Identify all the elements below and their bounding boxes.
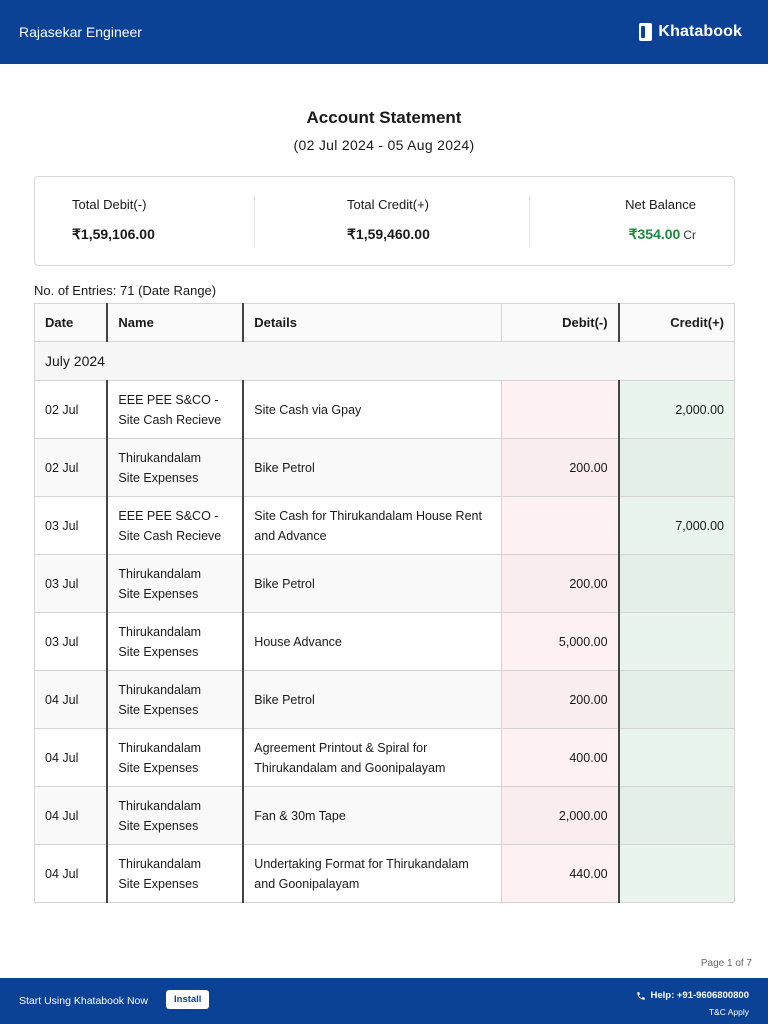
cell-name — [107, 845, 243, 903]
cell-credit: 7,000.00 — [619, 497, 735, 555]
table-row — [35, 497, 735, 555]
col-header-date: Date — [35, 304, 108, 342]
col-header-debit: Debit(-) — [502, 304, 619, 342]
cell-date: 03 Jul — [35, 613, 108, 671]
total-debit-value: ₹1,59,106.00 — [72, 226, 155, 242]
cell-date: 03 Jul — [35, 497, 108, 555]
cell-debit — [502, 497, 619, 555]
cell-date: 04 Jul — [35, 729, 108, 787]
phone-icon — [636, 991, 646, 1001]
total-debit — [72, 197, 155, 243]
install-button[interactable]: Install — [166, 990, 209, 1009]
total-credit-label: Total Credit(+) — [347, 197, 429, 212]
table-row — [35, 845, 735, 903]
cell-name-line2: Site Cash Recieve — [118, 412, 222, 427]
table-row — [35, 787, 735, 845]
cell-details: Undertaking Format for Thirukandalam and Goonipalayam — [243, 845, 501, 903]
cell-details: Bike Petrol — [243, 439, 501, 497]
cell-name-line2: Site Expenses — [118, 876, 199, 891]
cell-details: Site Cash for Thirukandalam House Rent and Advance — [243, 497, 501, 555]
brand-name: Khatabook — [658, 23, 742, 40]
top-bar — [0, 0, 768, 64]
cell-debit: 2,000.00 — [502, 787, 619, 845]
table-row — [35, 729, 735, 787]
table-row — [35, 671, 735, 729]
cell-details: Bike Petrol — [243, 555, 501, 613]
cell-debit: 440.00 — [502, 845, 619, 903]
table-row — [35, 439, 735, 497]
cell-credit — [619, 845, 735, 903]
cell-name-line2: Site Expenses — [118, 760, 199, 775]
table-row — [35, 613, 735, 671]
cell-credit — [619, 671, 735, 729]
cell-debit: 200.00 — [502, 555, 619, 613]
khatabook-brand — [639, 23, 742, 41]
help-contact[interactable] — [636, 990, 749, 1001]
cell-name — [107, 729, 243, 787]
cell-debit: 200.00 — [502, 439, 619, 497]
table-row — [35, 555, 735, 613]
cell-credit — [619, 613, 735, 671]
cell-credit — [619, 555, 735, 613]
cell-credit — [619, 439, 735, 497]
cell-name — [107, 497, 243, 555]
cell-name — [107, 671, 243, 729]
help-text: Help: +91-9606800800 — [650, 990, 749, 1001]
entries-count — [34, 283, 216, 298]
total-credit — [347, 197, 430, 243]
net-balance — [625, 197, 696, 243]
cell-details: Fan & 30m Tape — [243, 787, 501, 845]
table-header-row — [35, 304, 735, 342]
cell-credit: 2,000.00 — [619, 381, 735, 439]
cell-name-line1: Thirukandalam — [118, 450, 202, 465]
page-number: Page 1 of 7 — [700, 958, 752, 969]
cell-name-line1: Thirukandalam — [118, 624, 202, 639]
cell-debit: 5,000.00 — [502, 613, 619, 671]
cell-name-line2: Site Expenses — [118, 470, 199, 485]
cell-credit — [619, 729, 735, 787]
cell-name — [107, 555, 243, 613]
col-header-name: Name — [107, 304, 243, 342]
cell-details: House Advance — [243, 613, 501, 671]
cell-name — [107, 787, 243, 845]
cell-name — [107, 381, 243, 439]
cell-details: Bike Petrol — [243, 671, 501, 729]
cell-details: Agreement Printout & Spiral for Thirukandalam and Goonipalayam — [243, 729, 501, 787]
cell-name-line1: Thirukandalam — [118, 740, 202, 755]
entries-value: 71 (Date Range) — [120, 283, 217, 298]
cell-name-line1: EEE PEE S&CO - — [118, 508, 219, 523]
col-header-credit: Credit(+) — [619, 304, 735, 342]
cell-name-line1: Thirukandalam — [118, 566, 202, 581]
net-balance-amount — [625, 226, 696, 243]
cell-name-line1: EEE PEE S&CO - — [118, 392, 219, 407]
net-balance-suffix: Cr — [683, 228, 696, 242]
col-header-details: Details — [243, 304, 501, 342]
cell-name-line1: Thirukandalam — [118, 798, 202, 813]
business-name: Rajasekar Engineer — [19, 24, 142, 40]
cell-date: 02 Jul — [35, 439, 108, 497]
cell-details: Site Cash via Gpay — [243, 381, 501, 439]
ledger-table — [34, 303, 735, 903]
cell-debit — [502, 381, 619, 439]
footer-bar — [0, 978, 768, 1024]
net-balance-label: Net Balance — [625, 197, 696, 212]
statement-title: Account Statement — [306, 108, 462, 127]
summary-card — [34, 176, 735, 266]
cell-name-line2: Site Expenses — [118, 644, 199, 659]
cell-name-line2: Site Cash Recieve — [118, 528, 222, 543]
total-credit-value: ₹1,59,460.00 — [347, 226, 430, 242]
footer-cta: Start Using Khatabook Now — [19, 995, 148, 1007]
terms-note: T&C Apply — [708, 1007, 749, 1017]
summary-divider — [529, 195, 530, 247]
summary-divider — [254, 195, 255, 247]
cell-debit: 200.00 — [502, 671, 619, 729]
cell-name — [107, 439, 243, 497]
khatabook-logo-icon — [639, 23, 652, 41]
cell-name-line2: Site Expenses — [118, 586, 199, 601]
cell-name — [107, 613, 243, 671]
cell-date: 04 Jul — [35, 845, 108, 903]
month-label: July 2024 — [35, 342, 735, 381]
cell-name-line1: Thirukandalam — [118, 856, 202, 871]
net-balance-value: ₹354.00 — [628, 226, 681, 242]
cell-debit: 400.00 — [502, 729, 619, 787]
cell-name-line1: Thirukandalam — [118, 682, 202, 697]
cell-date: 04 Jul — [35, 787, 108, 845]
cell-date: 02 Jul — [35, 381, 108, 439]
table-row — [35, 381, 735, 439]
cell-date: 03 Jul — [35, 555, 108, 613]
entries-label: No. of Entries: — [34, 283, 117, 298]
cell-credit — [619, 787, 735, 845]
statement-date-range: (02 Jul 2024 - 05 Aug 2024) — [293, 137, 475, 153]
cell-name-line2: Site Expenses — [118, 702, 199, 717]
cell-date: 04 Jul — [35, 671, 108, 729]
cell-name-line2: Site Expenses — [118, 818, 199, 833]
total-debit-label: Total Debit(-) — [72, 197, 147, 212]
month-row — [35, 342, 735, 381]
